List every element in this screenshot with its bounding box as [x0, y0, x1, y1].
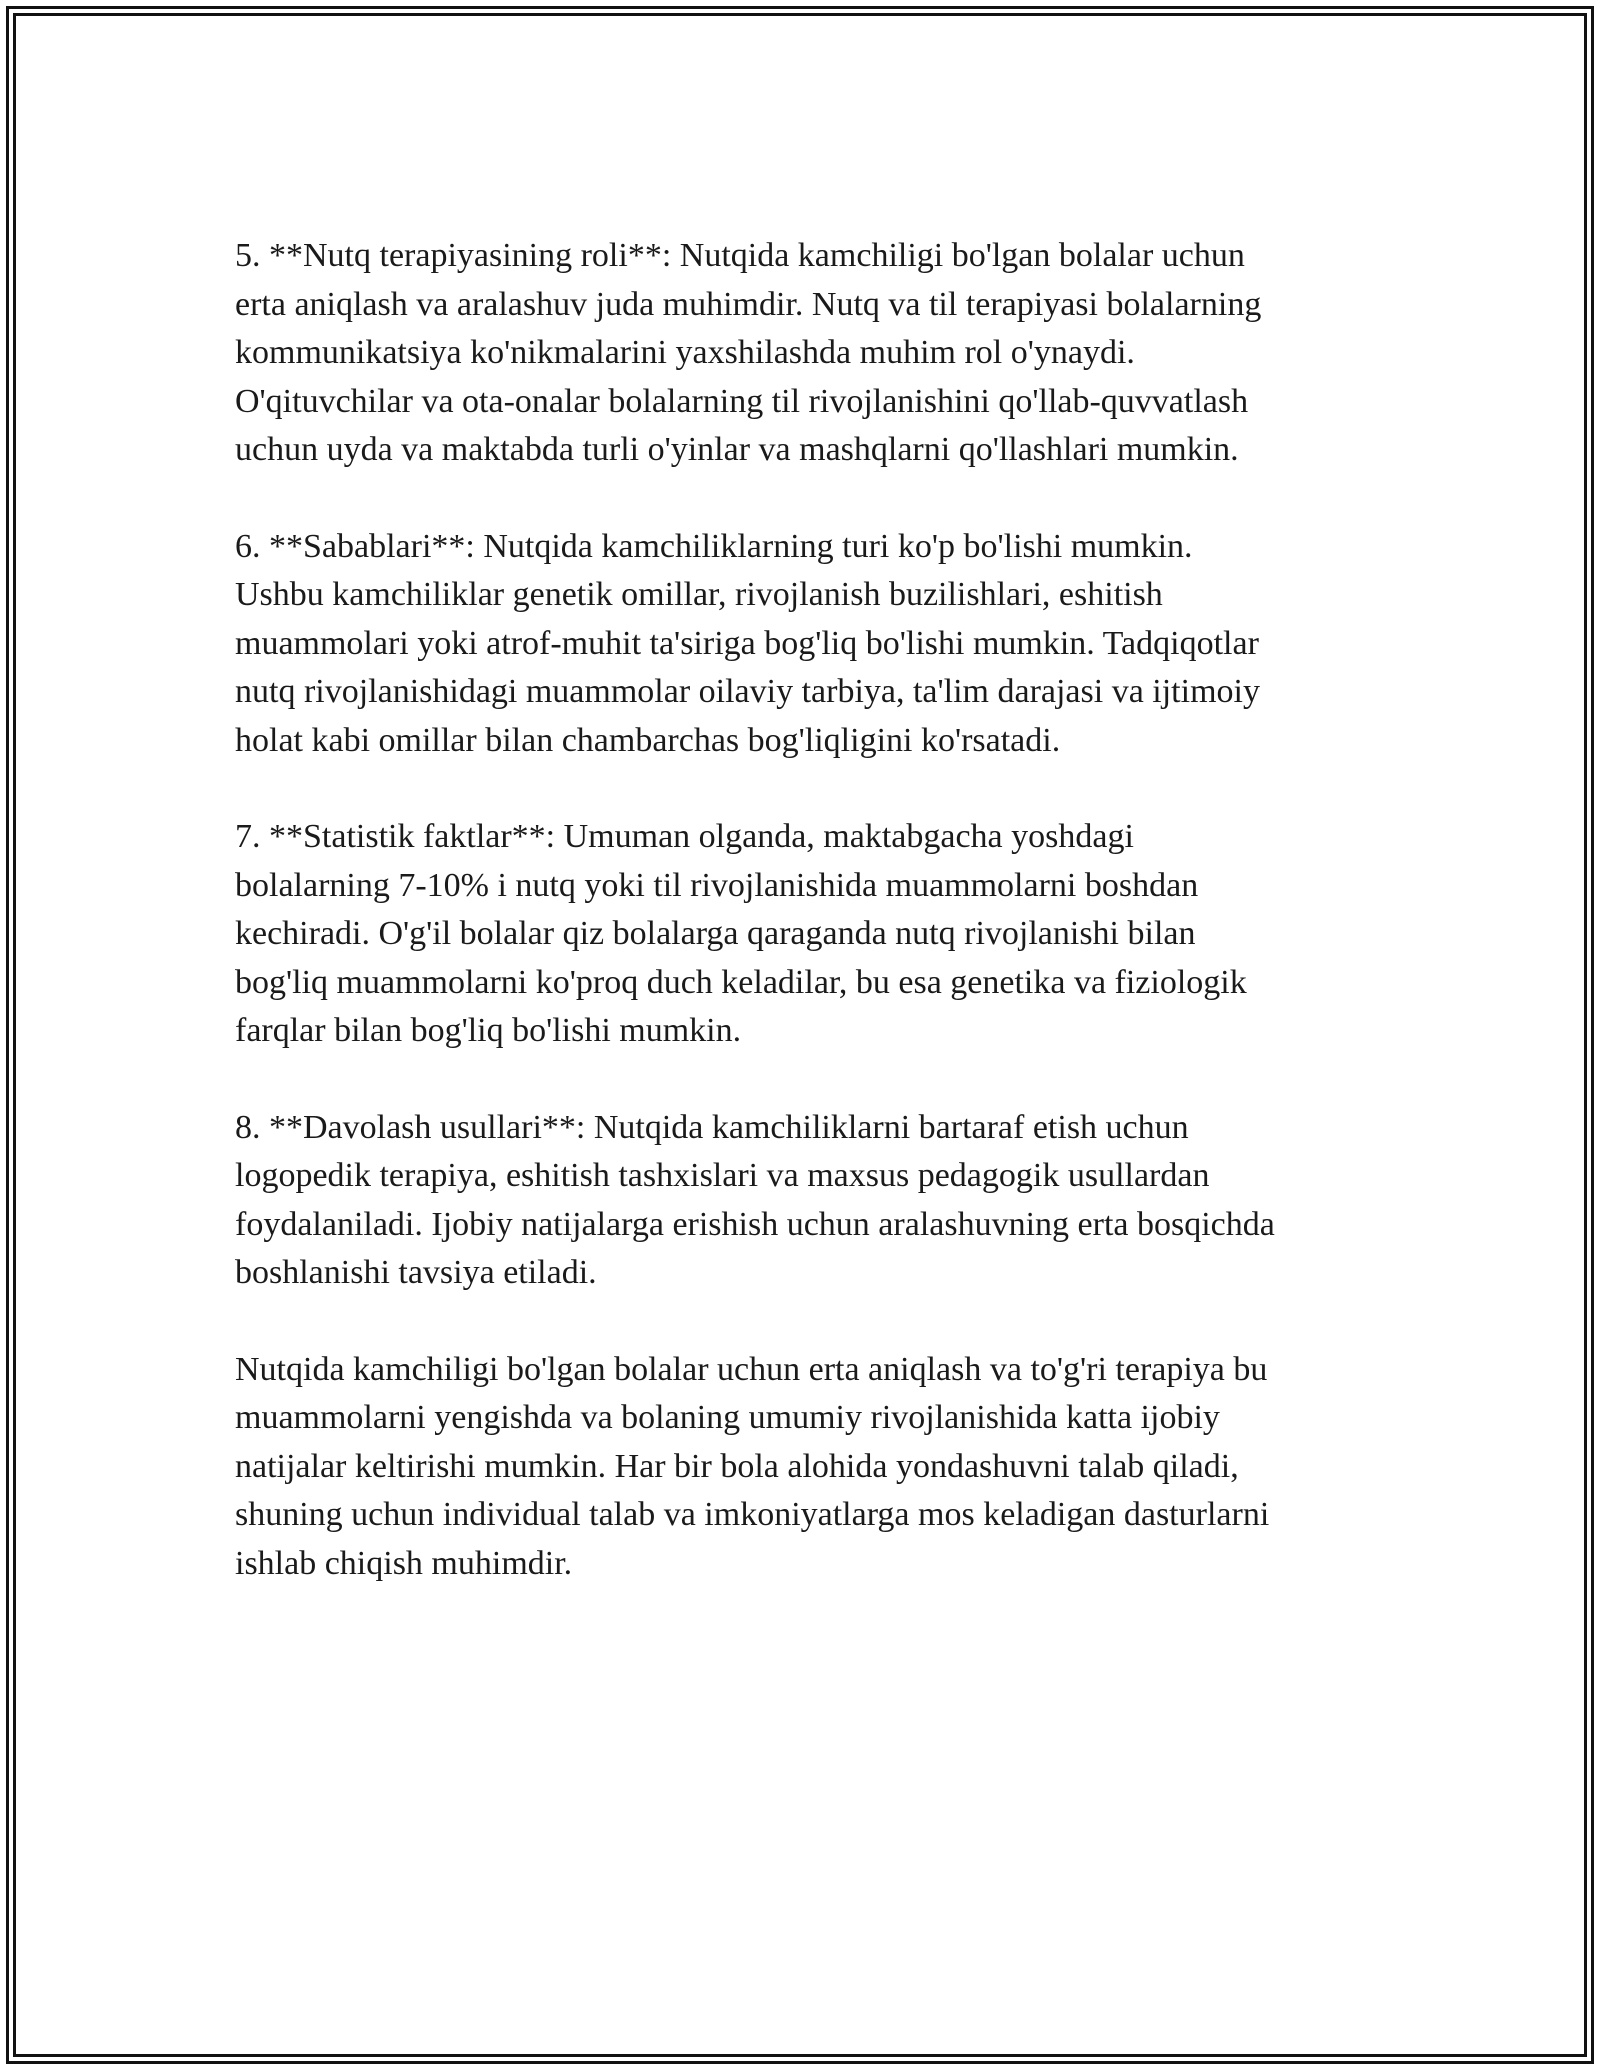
paragraph-statistical-facts: 7. **Statistik faktlar**: Umuman olganda, maktabgacha yoshdagi bolalarning 7-10% i nutq yoki til rivojlanishida muammolarni boshdan kechiradi. O'g'il bolalar qiz bolalarga qaraganda nutq rivojlanishi bilan bog'liq muammolarni ko'proq duch keladilar, bu esa genetika va fiziologik farqlar bilan bog'liq bo'lishi mumkin. — [235, 818, 1247, 1049]
paragraph-conclusion: Nutqida kamchiligi bo'lgan bolalar uchun erta aniqlash va to'g'ri terapiya bu muammolarni yengishda va bolaning umumiy rivojlanishida katta ijobiy natijalar keltirishi mumkin. Har bir bola alohida yondashuvni talab qiladi, shuning uchun individual talab va imkoniyatlarga mos keladigan dasturlarni ishlab chiqish muhimdir. — [235, 1350, 1270, 1582]
paragraph-treatment-methods: 8. **Davolash usullari**: Nutqida kamchiliklarni bartaraf etish uchun logopedik terapiya, eshitish tashxislari va maxsus pedagogik usullardan foydalaniladi. Ijobiy natijalarga erishish uchun aralashuvning erta bosqichda boshlanishi tavsiya etiladi. — [235, 1108, 1275, 1291]
paragraph-causes: 6. **Sabablari**: Nutqida kamchiliklarning turi ko'p bo'lishi mumkin. Ushbu kamchiliklar genetik omillar, rivojlanish buzilishlari, eshitish muammolari yoki atrof-muhit ta'siriga bog'liq bo'lishi mumkin. Tadqiqotlar nutq rivojlanishidagi muammolar oilaviy tarbiya, ta'lim darajasi va ijtimoiy holat kabi omillar bilan chambarchas bog'liqligini ko'rsatadi. — [235, 527, 1260, 759]
document-body — [235, 232, 1385, 1588]
paragraph-speech-therapy-role: 5. **Nutq terapiyasining roli**: Nutqida kamchiligi bo'lgan bolalar uchun erta aniqlash va aralashuv juda muhimdir. Nutq va til terapiyasi bolalarning kommunikatsiya ko'nikmalarini yaxshilashda muhim rol o'ynaydi. O'qituvchilar va ota-onalar bolalarning til rivojlanishini qo'llab-quvvatlash uchun uyda va maktabda turli o'yinlar va mashqlarni qo'llashlari mumkin. — [235, 237, 1262, 468]
